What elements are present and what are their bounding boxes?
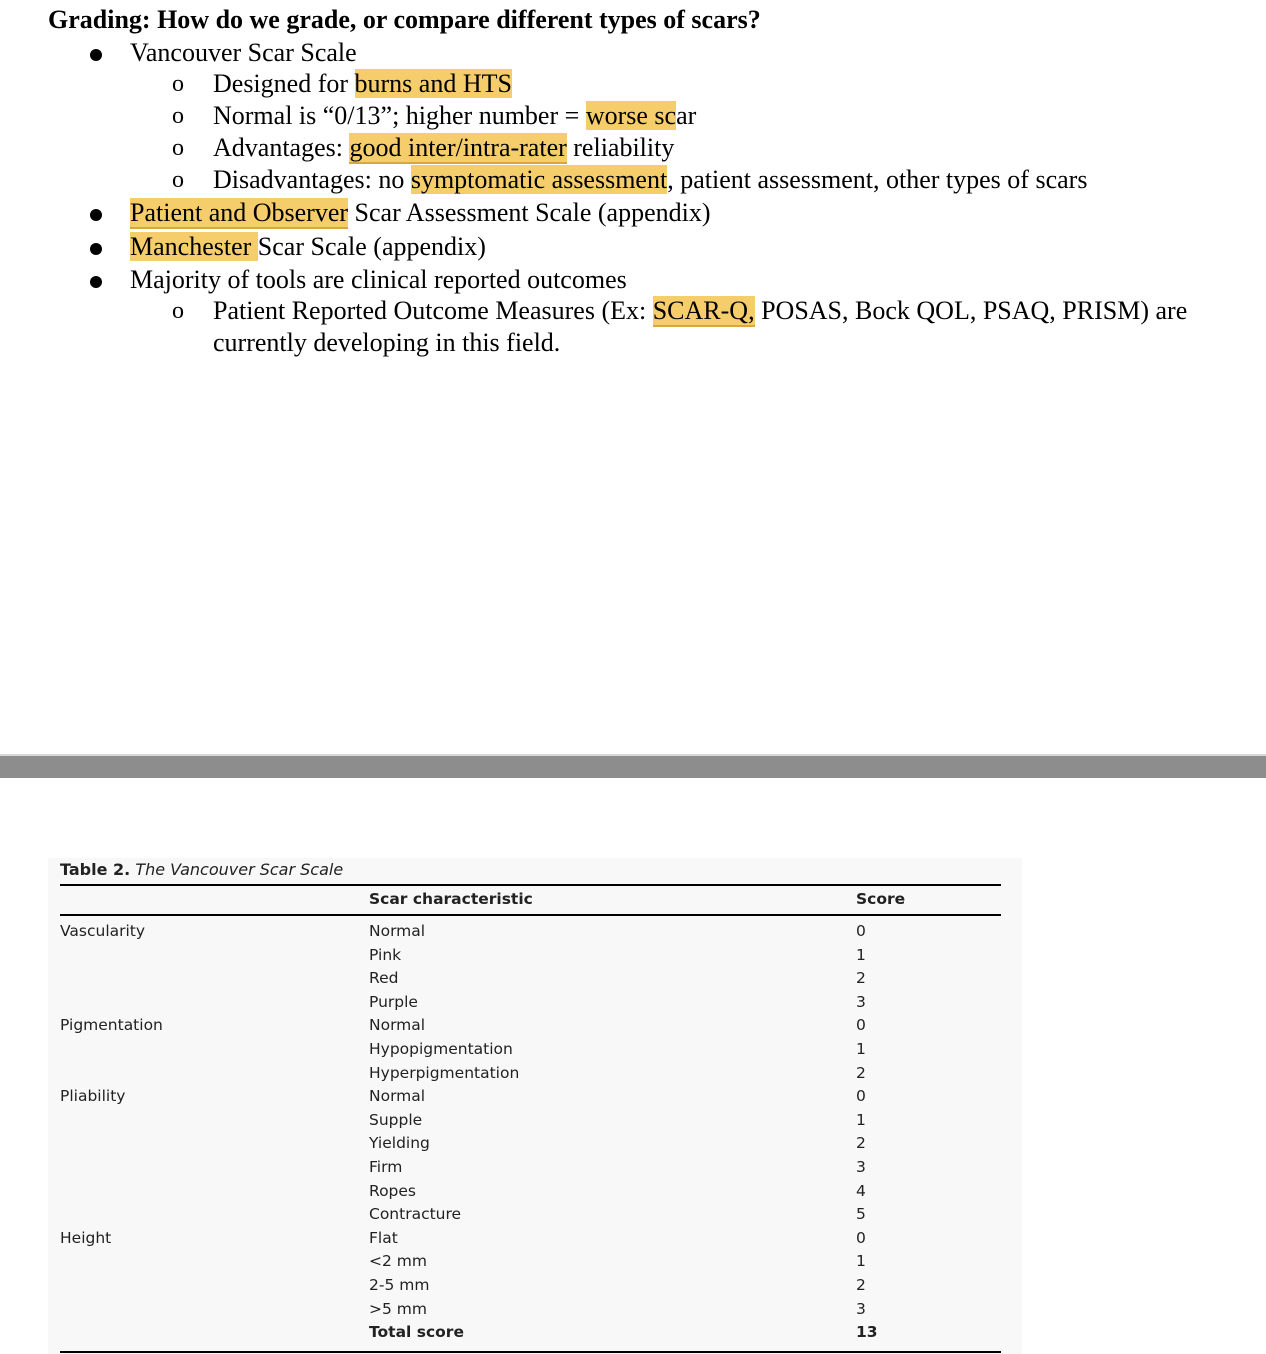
table-characteristic: Purple: [369, 992, 418, 1011]
table-score: 3: [856, 992, 866, 1011]
table-characteristic: Red: [369, 969, 399, 988]
table-score: 0: [856, 1016, 866, 1035]
table-score: 5: [856, 1205, 866, 1224]
text: , patient assessment, other types of scars: [667, 165, 1088, 194]
table-header-rule: [60, 914, 1001, 916]
caption-label: Table 2.: [60, 860, 131, 879]
table-characteristic: Normal: [369, 922, 426, 940]
table-score: 2: [856, 969, 866, 988]
highlight: worse sc: [585, 101, 677, 130]
text: Advantages:: [213, 133, 350, 162]
table-score: 2: [856, 1276, 866, 1294]
text: Designed for: [213, 69, 355, 98]
text: Majority of tools are clinical reported outcomes: [130, 265, 627, 294]
table-characteristic: Ropes: [369, 1181, 417, 1200]
posas-item: [130, 197, 711, 229]
text: currently developing in this field.: [213, 328, 561, 357]
total-score-value: 13: [856, 1323, 878, 1342]
table-characteristic: Normal: [369, 1016, 426, 1035]
table-bottom-rule: [60, 1351, 1001, 1353]
table-score: 2: [856, 1134, 866, 1153]
circle-bullet-icon: o: [172, 135, 184, 161]
total-score-label: Total score: [369, 1323, 464, 1342]
table-category: Pliability: [60, 1087, 126, 1106]
table-score: 0: [856, 922, 866, 940]
table-characteristic: 2-5 mm: [369, 1276, 430, 1294]
circle-bullet-icon: o: [172, 103, 184, 129]
highlight: Patient and Observer: [130, 198, 349, 227]
circle-bullet-icon: o: [172, 71, 184, 97]
table-characteristic: Firm: [369, 1158, 403, 1176]
table-score: 1: [856, 1110, 866, 1129]
notes-heading: Grading: How do we grade, or compare different types of scars?: [48, 5, 761, 34]
circle-bullet-icon: o: [172, 167, 184, 193]
bullet-icon: [90, 276, 102, 288]
text: Normal is “0/13”; higher number =: [213, 101, 586, 130]
majority-item: [130, 264, 627, 296]
text: reliability: [566, 133, 675, 162]
table-characteristic: Normal: [369, 1087, 426, 1106]
bullet-icon: [90, 243, 102, 255]
vancouver-scar-table: [48, 858, 1022, 1354]
table-characteristic: Supple: [369, 1110, 423, 1129]
text: Scar Scale (appendix): [257, 232, 486, 261]
header-characteristic: Scar characteristic: [369, 890, 533, 908]
vss-advantages: [213, 132, 674, 164]
page-divider: [0, 754, 1266, 778]
manchester-item: [130, 231, 486, 263]
table-score: 1: [856, 945, 866, 964]
vss-normal: [213, 100, 696, 132]
table-top-rule: [60, 884, 1001, 886]
table-category: Vascularity: [60, 922, 146, 940]
highlight: symptomatic assessment: [410, 165, 668, 194]
table-score: 3: [856, 1299, 866, 1318]
prom-item: [213, 295, 1187, 327]
text: Disadvantages: no: [213, 165, 411, 194]
table-score: 1: [856, 1252, 866, 1271]
table-caption: [60, 860, 343, 879]
header-score: Score: [856, 890, 906, 908]
bullet-icon: [90, 209, 102, 221]
highlight: burns and HTS: [354, 69, 512, 98]
vss-label: Vancouver Scar Scale: [130, 38, 357, 67]
text: Scar Assessment Scale (appendix): [348, 198, 711, 227]
circle-bullet-icon: o: [172, 298, 184, 324]
table-score: 0: [856, 1087, 866, 1106]
table-characteristic: Contracture: [369, 1205, 462, 1224]
table-characteristic: Pink: [369, 945, 402, 964]
table-score: 3: [856, 1158, 866, 1176]
table-category: Pigmentation: [60, 1016, 163, 1035]
table-characteristic: <2 mm: [369, 1252, 427, 1271]
vss-designed: [213, 68, 512, 100]
caption-title: The Vancouver Scar Scale: [135, 860, 344, 879]
table-characteristic: Hypopigmentation: [369, 1040, 513, 1058]
vss-item: [130, 37, 357, 69]
highlight: good inter/intra-rater: [349, 133, 567, 162]
table-score: 1: [856, 1040, 866, 1058]
text: POSAS, Bock QOL, PSAQ, PRISM) are: [754, 296, 1188, 325]
table-characteristic: >5 mm: [369, 1299, 427, 1318]
prom-continuation: [213, 327, 560, 359]
text: ar: [676, 101, 697, 130]
highlight: SCAR-Q,: [652, 296, 755, 325]
table-score: 2: [856, 1063, 866, 1082]
table-score: 0: [856, 1228, 866, 1247]
highlight: Manchester: [130, 232, 258, 261]
bullet-icon: [90, 49, 102, 61]
table-category: Height: [60, 1228, 112, 1247]
table-score: 4: [856, 1181, 866, 1200]
table-characteristic: Yielding: [369, 1134, 430, 1153]
vss-disadvantages: [213, 164, 1087, 196]
text: Patient Reported Outcome Measures (Ex:: [213, 296, 653, 325]
table-characteristic: Flat: [369, 1228, 398, 1247]
table-characteristic: Hyperpigmentation: [369, 1063, 520, 1082]
